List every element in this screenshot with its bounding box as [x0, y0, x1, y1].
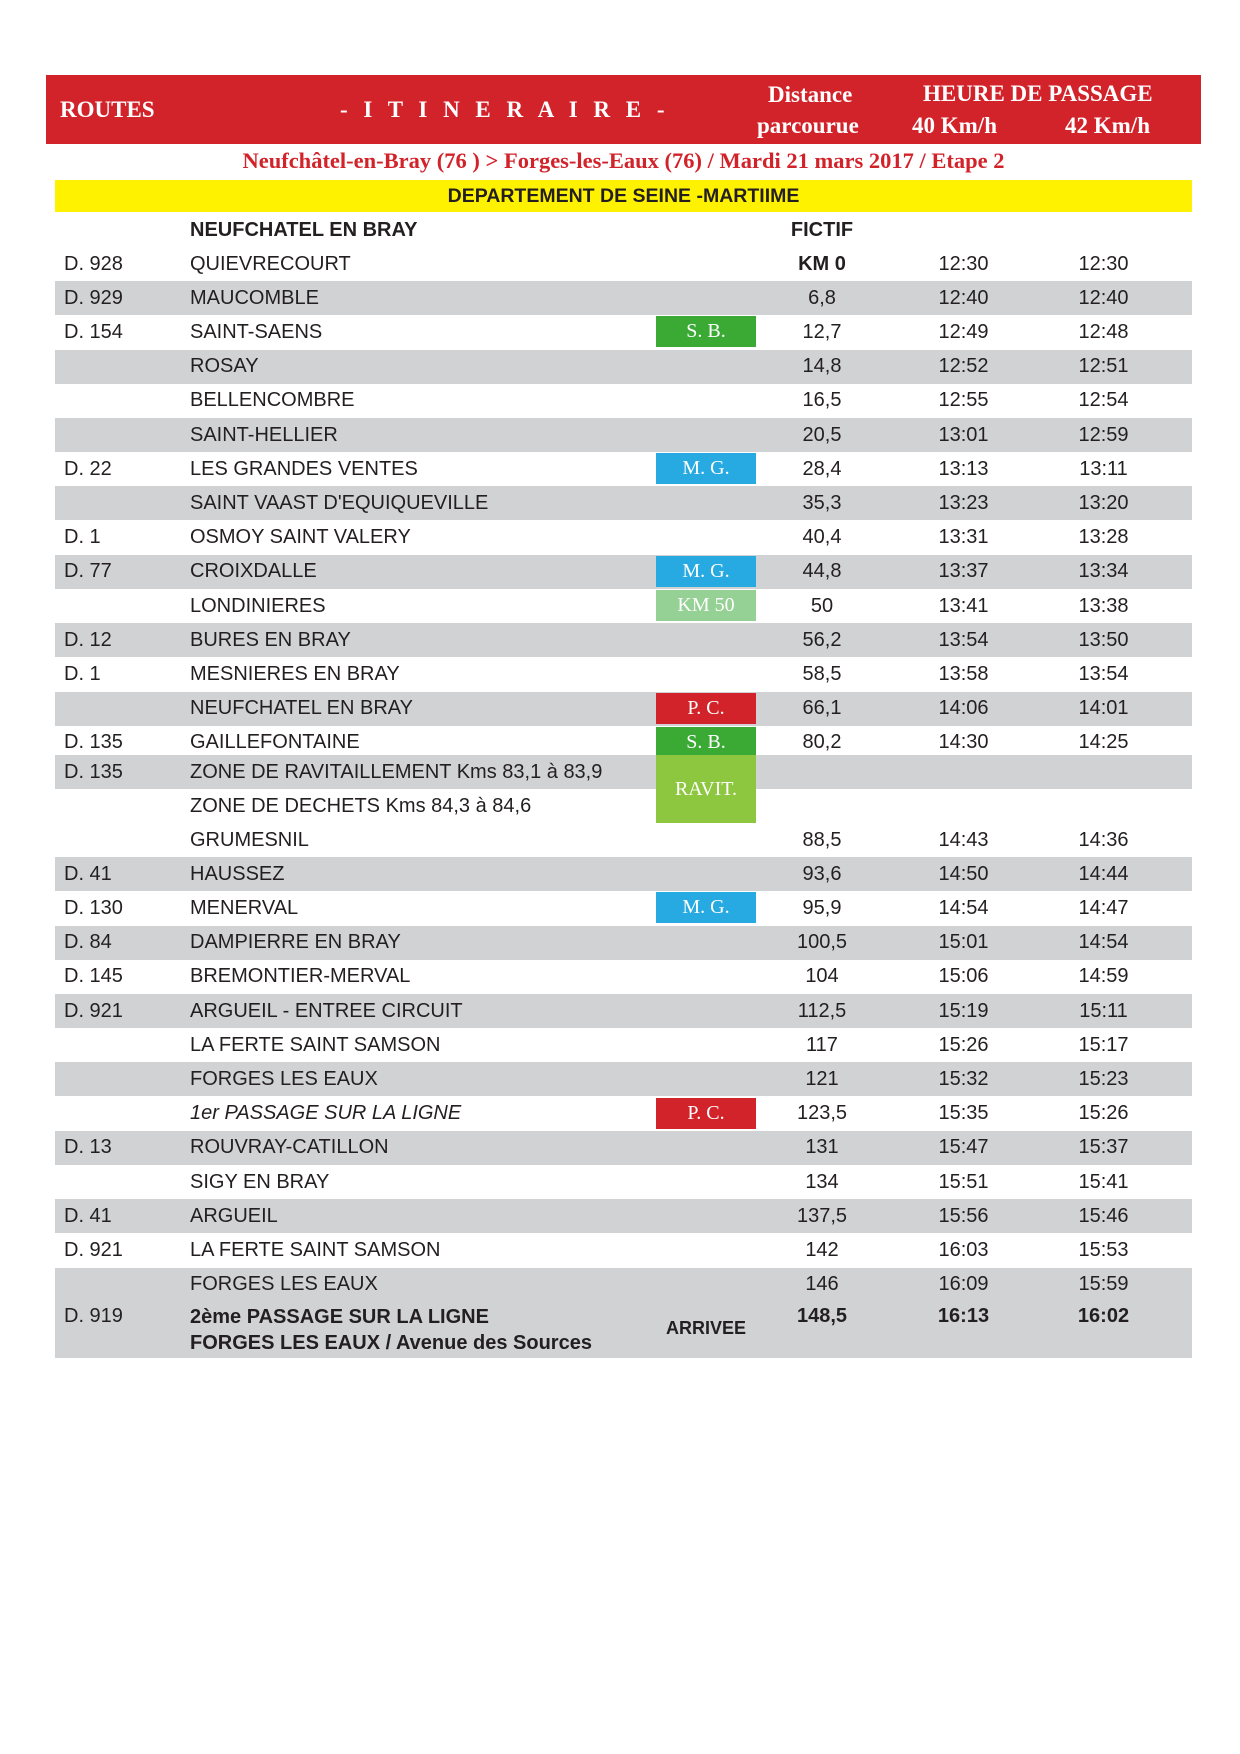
header-heure-de-passage: HEURE DE PASSAGE	[923, 81, 1153, 106]
route-code: D. 77	[64, 560, 112, 583]
department-banner: DEPARTEMENT DE SEINE -MARTIIME	[55, 180, 1192, 212]
start-place: NEUFCHATEL EN BRAY	[190, 218, 418, 241]
table-row	[55, 555, 1192, 589]
finish-label: ARRIVEE	[665, 1318, 746, 1338]
checkpoint-badge: P. C.	[656, 693, 756, 724]
distance: 131	[805, 1136, 839, 1159]
time-42kmh: 12:30	[1078, 252, 1129, 275]
route-code: D. 145	[64, 965, 123, 988]
time-40kmh: 15:51	[938, 1170, 989, 1193]
distance: 137,5	[796, 1204, 848, 1227]
place-name: BURES EN BRAY	[190, 628, 351, 651]
time-42kmh: 12:54	[1078, 389, 1129, 412]
distance: 28,4	[802, 457, 842, 480]
time-40kmh: 15:26	[938, 1033, 989, 1056]
finish-line2: FORGES LES EAUX / Avenue des Sources	[190, 1332, 592, 1354]
finish-place	[190, 1304, 592, 1356]
table-header	[46, 75, 1201, 144]
ravit-badge: RAVIT.	[656, 755, 756, 823]
time-40kmh: 14:06	[938, 697, 989, 720]
time-42kmh: 14:54	[1078, 931, 1129, 954]
route-code: D. 130	[64, 896, 123, 919]
time-42kmh: 15:11	[1079, 999, 1128, 1022]
table-row	[55, 926, 1192, 960]
time-42kmh: 14:01	[1078, 697, 1129, 720]
time-40kmh: 16:03	[938, 1238, 989, 1261]
time-40kmh: 13:41	[938, 594, 989, 617]
place-name: DAMPIERRE EN BRAY	[190, 931, 401, 954]
route-code: D. 154	[64, 320, 123, 343]
header-routes: ROUTES	[60, 97, 155, 122]
place-name: SAINT-SAENS	[190, 320, 323, 343]
time-40kmh: 12:30	[938, 252, 989, 275]
time-40kmh: 12:55	[938, 389, 989, 412]
distance: 146	[805, 1273, 839, 1296]
time-42kmh: 14:59	[1078, 965, 1129, 988]
distance: 104	[805, 965, 839, 988]
place-name: HAUSSEZ	[190, 862, 285, 885]
time-42kmh: 12:59	[1078, 423, 1129, 446]
table-row	[55, 1165, 1192, 1199]
table-row	[55, 589, 1192, 623]
start-row	[55, 213, 1192, 247]
place-name: BELLENCOMBRE	[190, 389, 355, 412]
route-code: D. 41	[64, 1204, 112, 1227]
place-name: SIGY EN BRAY	[190, 1170, 330, 1193]
table-row	[55, 521, 1192, 555]
time-40kmh: 15:35	[938, 1102, 989, 1125]
place-name: ARGUEIL - ENTREE CIRCUIT	[190, 999, 463, 1022]
distance: 142	[805, 1238, 839, 1261]
place-name: SAINT VAAST D'EQUIQUEVILLE	[190, 491, 489, 514]
finish-distance: 148,5	[796, 1304, 848, 1327]
distance: 95,9	[802, 896, 842, 919]
time-42kmh: 13:38	[1078, 594, 1129, 617]
table-row	[55, 960, 1192, 994]
finish-row	[55, 1299, 1192, 1358]
distance: 134	[805, 1170, 839, 1193]
time-40kmh: 14:43	[938, 828, 989, 851]
table-row	[55, 692, 1192, 726]
time-42kmh: 15:23	[1078, 1067, 1129, 1090]
time-40kmh: 12:52	[938, 355, 989, 378]
table-row	[55, 486, 1192, 520]
stage-subtitle: Neufchâtel-en-Bray (76 ) > Forges-les-Eaux (76) / Mardi 21 mars 2017 / Etape 2	[242, 148, 1005, 173]
time-42kmh: 15:59	[1078, 1273, 1129, 1296]
distance: KM 0	[798, 252, 846, 275]
time-42kmh: 14:25	[1078, 731, 1129, 754]
table-row	[55, 1062, 1192, 1096]
checkpoint-badge: M. G.	[656, 453, 756, 484]
table-row	[55, 994, 1192, 1028]
distance: 56,2	[802, 628, 842, 651]
place-name: LA FERTE SAINT SAMSON	[190, 1238, 441, 1261]
header-itineraire: - I T I N E R A I R E -	[340, 97, 670, 122]
distance: 35,3	[802, 491, 842, 514]
route-code: D. 921	[64, 1238, 123, 1261]
route-code: D. 84	[64, 931, 112, 954]
time-42kmh: 13:54	[1078, 662, 1129, 685]
place-name: BREMONTIER-MERVAL	[190, 965, 411, 988]
time-42kmh: 12:48	[1078, 320, 1129, 343]
ravit-line1: ZONE DE RAVITAILLEMENT Kms 83,1 à 83,9	[190, 760, 603, 783]
ravitaillement-row	[55, 755, 1192, 823]
time-40kmh: 15:56	[938, 1204, 989, 1227]
table-row	[55, 857, 1192, 891]
time-40kmh: 14:54	[938, 896, 989, 919]
time-42kmh: 13:11	[1079, 457, 1128, 480]
distance: 117	[806, 1033, 838, 1056]
route-code: D. 929	[64, 286, 123, 309]
route-code: D. 12	[64, 628, 112, 651]
route-code: D. 13	[64, 1136, 112, 1159]
place-name: NEUFCHATEL EN BRAY	[190, 697, 413, 720]
time-40kmh: 13:13	[938, 457, 989, 480]
time-40kmh: 12:40	[938, 286, 989, 309]
time-42kmh: 15:53	[1078, 1238, 1129, 1261]
table-row	[55, 281, 1192, 315]
place-name: 1er PASSAGE SUR LA LIGNE	[190, 1102, 462, 1125]
place-name: ROSAY	[190, 355, 259, 378]
distance: 44,8	[802, 560, 842, 583]
distance: 14,8	[802, 355, 842, 378]
checkpoint-badge: M. G.	[656, 556, 756, 587]
table-row	[55, 1268, 1192, 1302]
time-42kmh: 14:36	[1078, 828, 1129, 851]
place-name: LONDINIERES	[190, 594, 326, 617]
ravit-line2: ZONE DE DECHETS Kms 84,3 à 84,6	[190, 794, 532, 817]
time-42kmh: 13:50	[1078, 628, 1129, 651]
time-40kmh: 13:23	[938, 491, 989, 514]
route-code: D. 928	[64, 252, 123, 275]
time-42kmh: 15:41	[1078, 1170, 1129, 1193]
time-40kmh: 16:09	[938, 1273, 989, 1296]
distance: 6,8	[808, 286, 836, 309]
time-42kmh: 12:40	[1078, 286, 1129, 309]
place-name: SAINT-HELLIER	[190, 423, 338, 446]
distance: 123,5	[796, 1102, 848, 1125]
time-42kmh: 12:51	[1078, 355, 1129, 378]
place-name: ARGUEIL	[190, 1204, 278, 1227]
distance: 80,2	[802, 731, 842, 754]
time-40kmh: 13:54	[938, 628, 989, 651]
header-speed-42: 42 Km/h	[1065, 113, 1150, 138]
table-row	[55, 1131, 1192, 1165]
distance: 100,5	[796, 931, 848, 954]
route-code: D. 135	[64, 731, 123, 754]
header-distance-line1: Distance	[768, 82, 853, 107]
ravit-route: D. 135	[64, 760, 123, 783]
place-name: MESNIERES EN BRAY	[190, 662, 400, 685]
table-row	[55, 1097, 1192, 1131]
checkpoint-badge: S. B.	[656, 316, 756, 347]
table-row	[55, 1199, 1192, 1233]
checkpoint-badge: KM 50	[656, 590, 756, 621]
route-code: D. 1	[64, 526, 101, 549]
distance: 50	[810, 594, 834, 617]
table-row	[55, 452, 1192, 486]
table-row	[55, 384, 1192, 418]
table-row	[55, 1028, 1192, 1062]
table-row	[55, 418, 1192, 452]
checkpoint-badge: P. C.	[656, 1098, 756, 1129]
time-40kmh: 15:01	[938, 931, 989, 954]
time-40kmh: 13:37	[938, 560, 989, 583]
route-code: D. 41	[64, 862, 112, 885]
table-row	[55, 315, 1192, 349]
distance: 40,4	[802, 526, 842, 549]
place-name: LA FERTE SAINT SAMSON	[190, 1033, 441, 1056]
time-42kmh: 15:26	[1078, 1102, 1129, 1125]
time-40kmh: 13:58	[938, 662, 989, 685]
time-40kmh: 15:06	[938, 965, 989, 988]
start-distance: FICTIF	[790, 218, 854, 241]
time-42kmh: 15:37	[1078, 1136, 1129, 1159]
finish-time-42: 16:02	[1077, 1304, 1130, 1327]
time-42kmh: 14:47	[1078, 896, 1129, 919]
table-row	[55, 247, 1192, 281]
time-42kmh: 13:34	[1078, 560, 1129, 583]
header-distance-line2: parcourue	[757, 113, 859, 138]
distance: 12,7	[802, 320, 842, 343]
time-42kmh: 14:44	[1078, 862, 1129, 885]
distance: 16,5	[802, 389, 842, 412]
header-speed-40: 40 Km/h	[912, 113, 997, 138]
time-40kmh: 14:30	[938, 731, 989, 754]
time-42kmh: 13:20	[1078, 491, 1129, 514]
distance: 66,1	[802, 697, 842, 720]
time-40kmh: 15:19	[938, 999, 989, 1022]
distance: 88,5	[802, 828, 842, 851]
table-row	[55, 623, 1192, 657]
table-row	[55, 823, 1192, 857]
finish-route: D. 919	[64, 1304, 123, 1327]
checkpoint-badge: S. B.	[656, 727, 756, 758]
time-42kmh: 13:28	[1078, 526, 1129, 549]
place-name: CROIXDALLE	[190, 560, 317, 583]
place-name: FORGES LES EAUX	[190, 1273, 378, 1296]
distance: 93,6	[802, 862, 842, 885]
table-row	[55, 350, 1192, 384]
place-name: MAUCOMBLE	[190, 286, 319, 309]
distance: 112,5	[797, 999, 847, 1022]
place-name: MENERVAL	[190, 896, 299, 919]
time-40kmh: 12:49	[938, 320, 989, 343]
finish-line1: 2ème PASSAGE SUR LA LIGNE	[190, 1306, 489, 1328]
time-42kmh: 15:17	[1078, 1033, 1129, 1056]
table-row	[55, 657, 1192, 691]
finish-time-40: 16:13	[937, 1304, 990, 1327]
time-40kmh: 13:01	[938, 423, 989, 446]
time-40kmh: 15:32	[938, 1067, 989, 1090]
route-code: D. 22	[64, 457, 112, 480]
place-name: OSMOY SAINT VALERY	[190, 526, 411, 549]
time-40kmh: 14:50	[938, 862, 989, 885]
table-row	[55, 891, 1192, 925]
time-42kmh: 15:46	[1078, 1204, 1129, 1227]
time-40kmh: 13:31	[938, 526, 989, 549]
distance: 58,5	[802, 662, 842, 685]
table-row	[55, 1233, 1192, 1267]
place-name: QUIEVRECOURT	[190, 252, 351, 275]
place-name: FORGES LES EAUX	[190, 1067, 378, 1090]
checkpoint-badge: M. G.	[656, 892, 756, 923]
time-40kmh: 15:47	[938, 1136, 989, 1159]
place-name: GAILLEFONTAINE	[190, 731, 360, 754]
route-code: D. 921	[64, 999, 123, 1022]
place-name: GRUMESNIL	[190, 828, 309, 851]
place-name: ROUVRAY-CATILLON	[190, 1136, 389, 1159]
place-name: LES GRANDES VENTES	[190, 457, 418, 480]
route-code: D. 1	[64, 662, 101, 685]
distance: 121	[805, 1067, 839, 1090]
distance: 20,5	[802, 423, 842, 446]
